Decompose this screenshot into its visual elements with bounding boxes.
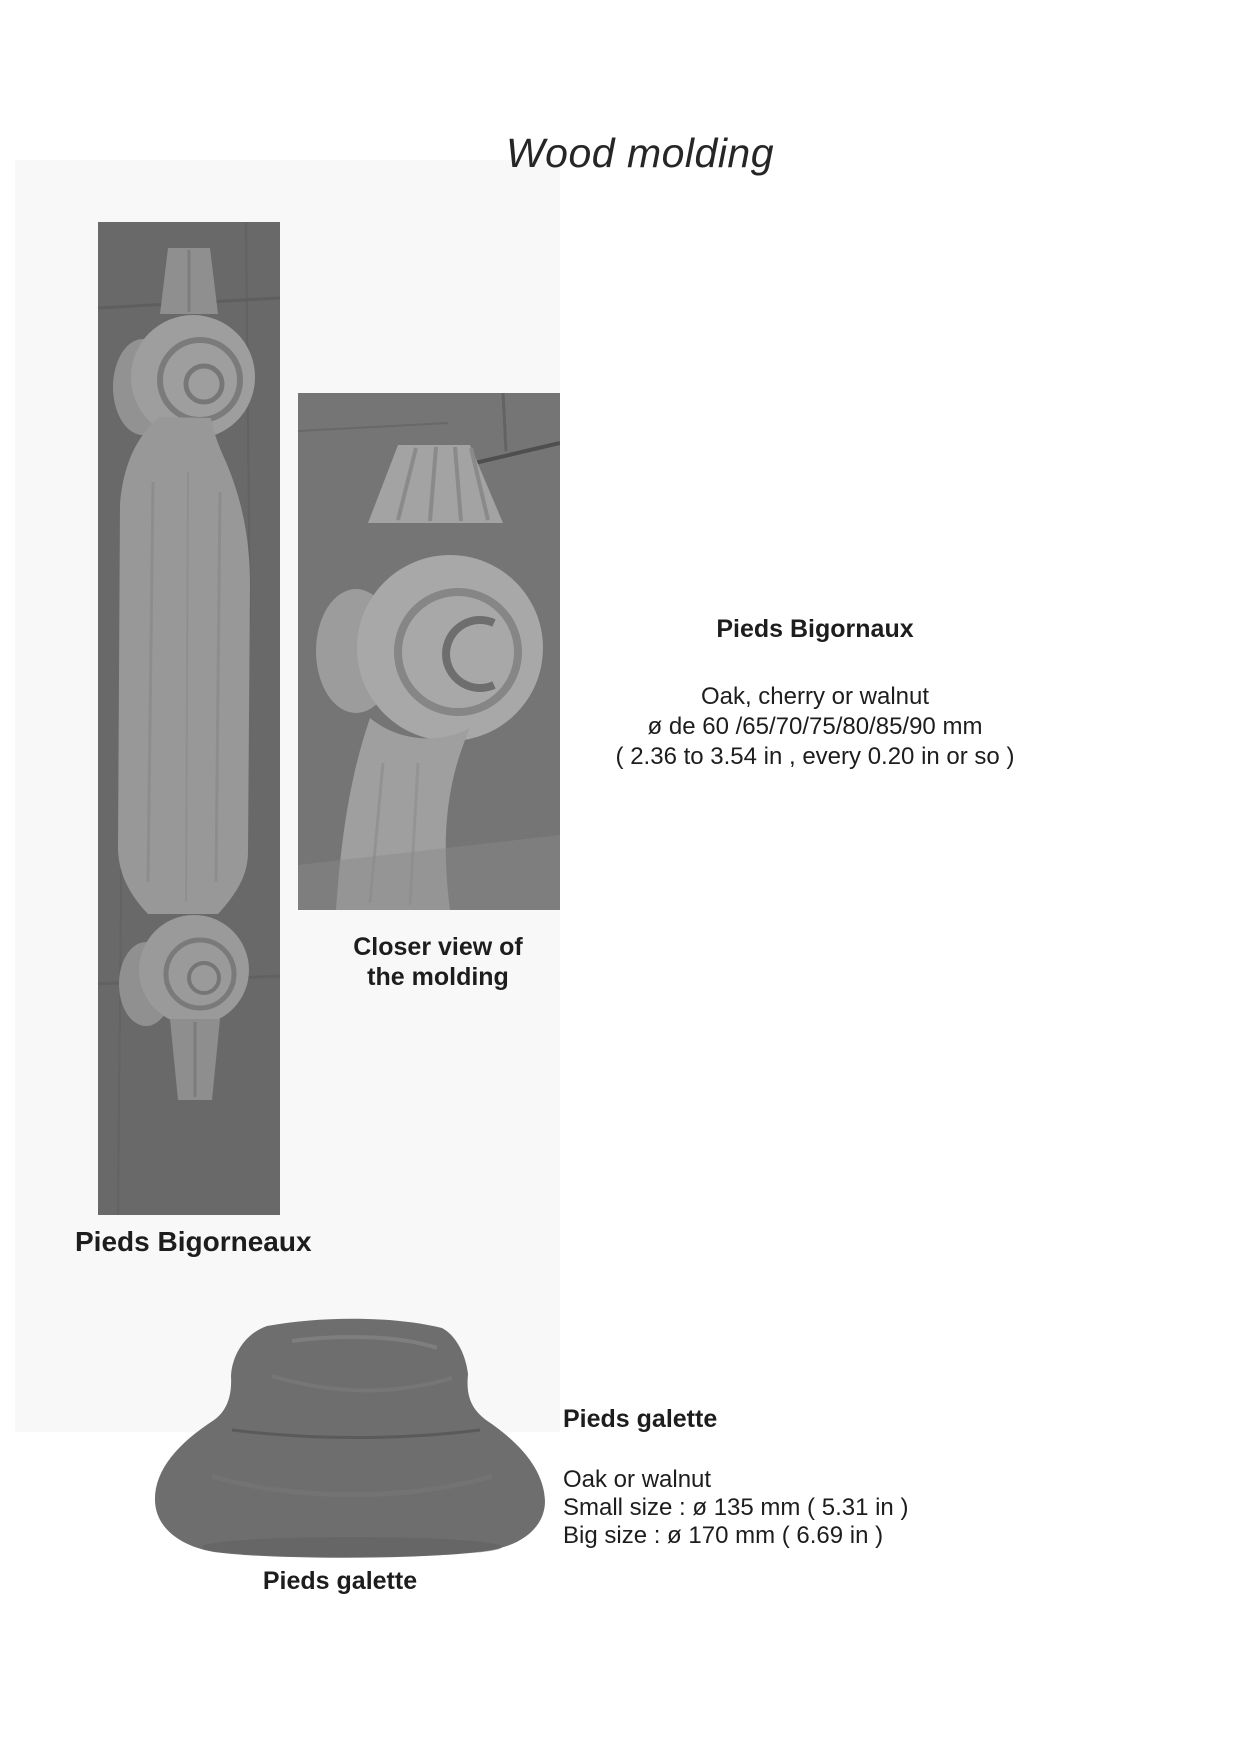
bigornaux-heading: Pieds Bigornaux <box>716 615 914 643</box>
bigornaux-diameter-line: ø de 60 /65/70/75/80/85/90 mm <box>647 713 983 740</box>
galette-photo-caption: Pieds galette <box>262 1567 418 1595</box>
bigornaux-wood-line: Oak, cherry or walnut <box>700 683 930 710</box>
bigornaux-description <box>540 614 1090 772</box>
galette-wood-line: Oak or walnut <box>563 1466 712 1493</box>
galette-big-size-line: Big size : ø 170 mm ( 6.69 in ) <box>563 1522 884 1549</box>
galette-description <box>563 1404 1083 1550</box>
galette-heading: Pieds galette <box>563 1405 718 1433</box>
closer-view-caption-line2: the molding <box>367 963 509 991</box>
closer-view-caption-line1: Closer view of <box>353 933 523 961</box>
pieds-bigorneaux-photo <box>98 222 280 1215</box>
page-title: Wood molding <box>505 130 775 176</box>
bigorneaux-photo-caption: Pieds Bigorneaux <box>75 1226 312 1257</box>
molding-closeup-photo <box>298 393 560 910</box>
galette-small-size-line: Small size : ø 135 mm ( 5.31 in ) <box>563 1494 909 1521</box>
pieds-galette-photo <box>152 1316 547 1560</box>
closer-view-caption <box>303 932 573 992</box>
bigornaux-inches-line: ( 2.36 to 3.54 in , every 0.20 in or so ) <box>615 743 1015 770</box>
